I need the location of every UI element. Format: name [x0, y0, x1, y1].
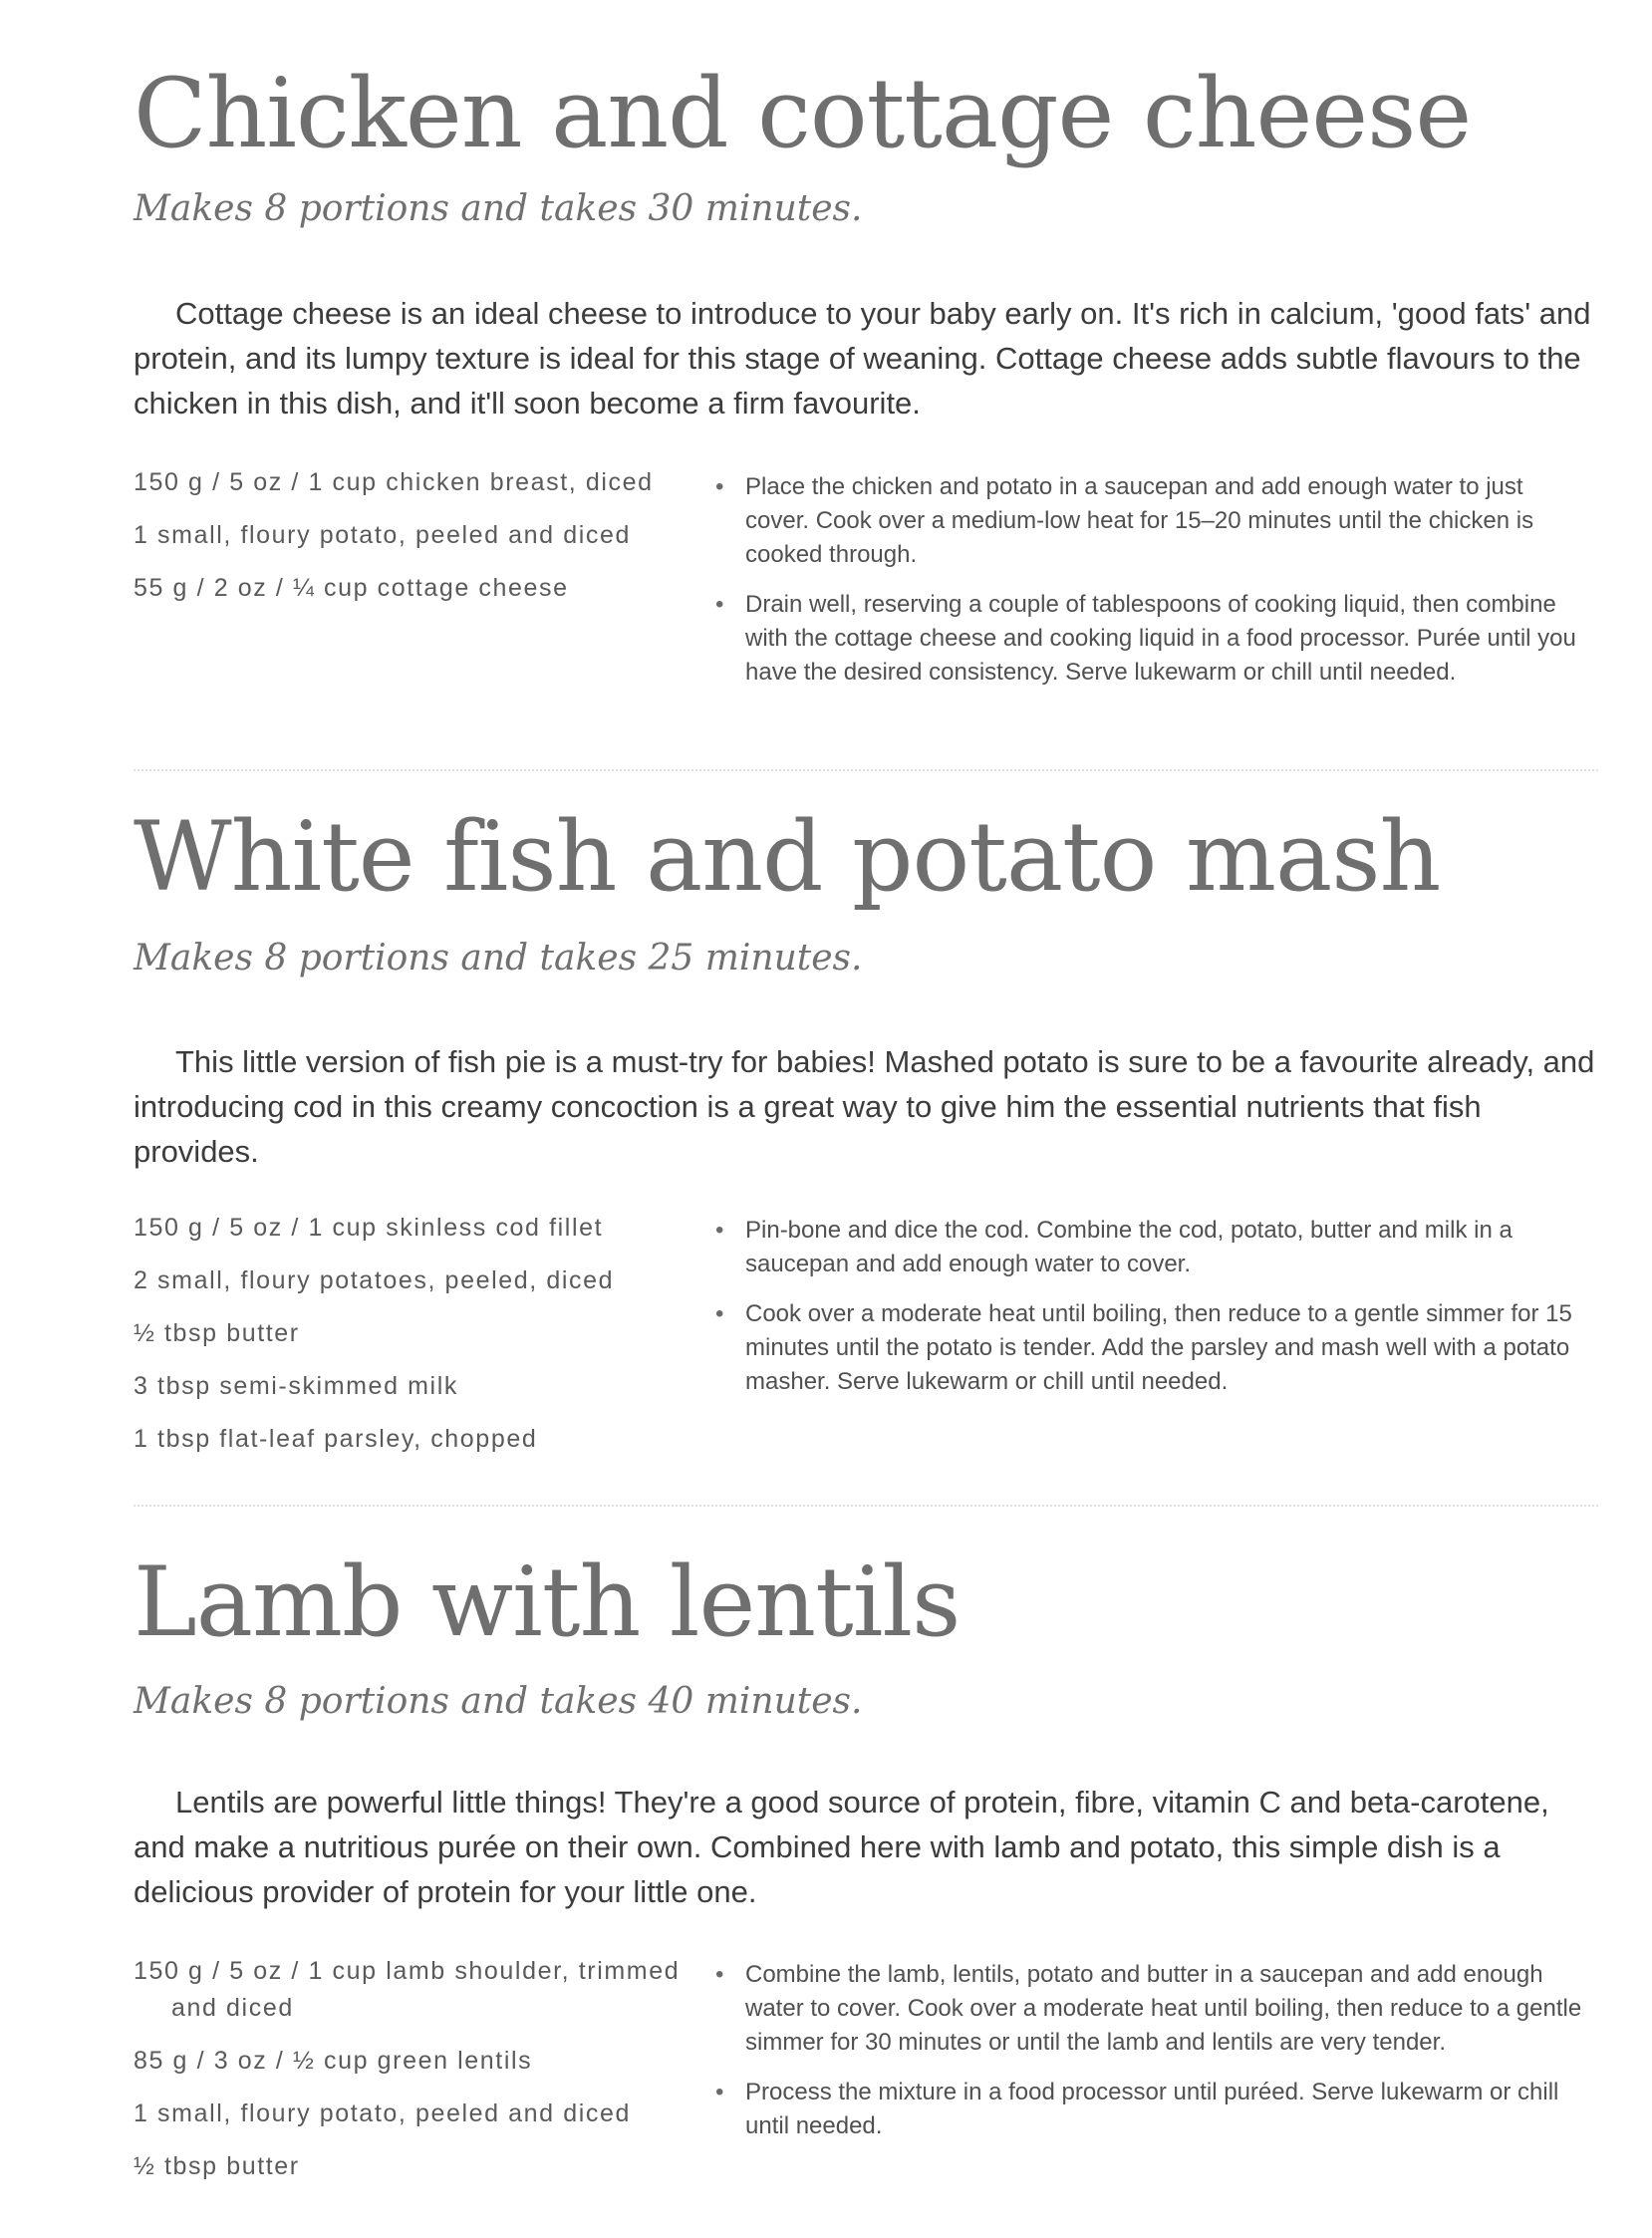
section-divider — [134, 1505, 1598, 1507]
method-step: • Pin-bone and dice the cod. Combine the cod, potato, butter and milk in a saucepan and add enough water to cover. — [715, 1214, 1592, 1281]
recipe-intro: Lentils are powerful little things! They're a good source of protein, fibre, vitamin C and beta-carotene, and make a nutritious purée on their own. Combined here with lamb and potato, this simple dish is a delicious provider of protein for your little one. — [134, 1785, 1549, 1909]
recipe-subtitle: Makes 8 portions and takes 30 minutes. — [134, 188, 863, 229]
ingredient-item: ½ tbsp butter — [134, 1319, 300, 1347]
section-divider — [134, 769, 1598, 771]
ingredient-item: 2 small, floury potatoes, peeled, diced — [134, 1266, 615, 1294]
ingredient-item: ½ tbsp butter — [134, 2152, 300, 2180]
recipe-subtitle: Makes 8 portions and takes 25 minutes. — [134, 938, 863, 979]
method-step: • Combine the lamb, lentils, potato and butter in a saucepan and add enough water to cover. Cook over a moderate heat until boiling, then reduce to a gentle simmer for 30 minutes or until the lamb and lentils are very tender. — [715, 1958, 1592, 2060]
ingredient-item: 150 g / 5 oz / 1 cup lamb shoulder, trimmed and diced — [134, 1957, 681, 2022]
method-steps — [715, 1958, 1592, 2159]
method-step: • Cook over a moderate heat until boiling, then reduce to a gentle simmer for 15 minutes until the potato is tender. Add the parsley and mash well with a potato masher. Serve lukewarm or chill until needed. — [715, 1297, 1592, 1399]
method-step: • Drain well, reserving a couple of tablespoons of cooking liquid, then combine with the cottage cheese and cooking liquid in a food processor. Purée until you have the desired consistency. Serve lukewarm or chill until needed. — [715, 588, 1592, 690]
ingredient-item: 85 g / 3 oz / ½ cup green lentils — [134, 2047, 533, 2075]
ingredients-list — [134, 464, 691, 623]
method-step: • Process the mixture in a food processor until puréed. Serve lukewarm or chill until needed. — [715, 2076, 1592, 2143]
recipe-title: Chicken and cottage cheese — [134, 58, 1472, 169]
ingredients-list — [134, 1953, 691, 2201]
recipe-intro: This little version of fish pie is a must-try for babies! Mashed potato is sure to be a favourite already, and introducing cod in this creamy concoction is a great way to give him the essential nutrients that fish provides. — [134, 1044, 1595, 1169]
recipe-subtitle: Makes 8 portions and takes 40 minutes. — [134, 1681, 863, 1722]
recipe-title: White fish and potato mash — [134, 801, 1441, 913]
ingredient-item: 3 tbsp semi-skimmed milk — [134, 1372, 458, 1400]
method-steps — [715, 470, 1592, 705]
ingredient-item: 150 g / 5 oz / 1 cup chicken breast, diced — [134, 468, 654, 496]
ingredients-list — [134, 1210, 691, 1474]
ingredient-item: 1 tbsp flat-leaf parsley, chopped — [134, 1425, 538, 1453]
ingredient-item: 1 small, floury potato, peeled and diced — [134, 2099, 631, 2127]
method-steps — [715, 1214, 1592, 1415]
recipe-title: Lamb with lentils — [134, 1546, 961, 1658]
ingredient-item: 55 g / 2 oz / ¼ cup cottage cheese — [134, 574, 569, 602]
ingredient-item: 1 small, floury potato, peeled and diced — [134, 521, 631, 549]
method-step: • Place the chicken and potato in a saucepan and add enough water to just cover. Cook over a medium-low heat for 15–20 minutes until the chicken is cooked through. — [715, 470, 1592, 572]
recipe-intro: Cottage cheese is an ideal cheese to introduce to your baby early on. It's rich in calcium, 'good fats' and protein, and its lumpy texture is ideal for this stage of weaning. Cottage cheese adds subtle flavours to the chicken in this dish, and it'll soon become a firm favourite. — [134, 296, 1591, 420]
ingredient-item: 150 g / 5 oz / 1 cup skinless cod fillet — [134, 1214, 604, 1242]
